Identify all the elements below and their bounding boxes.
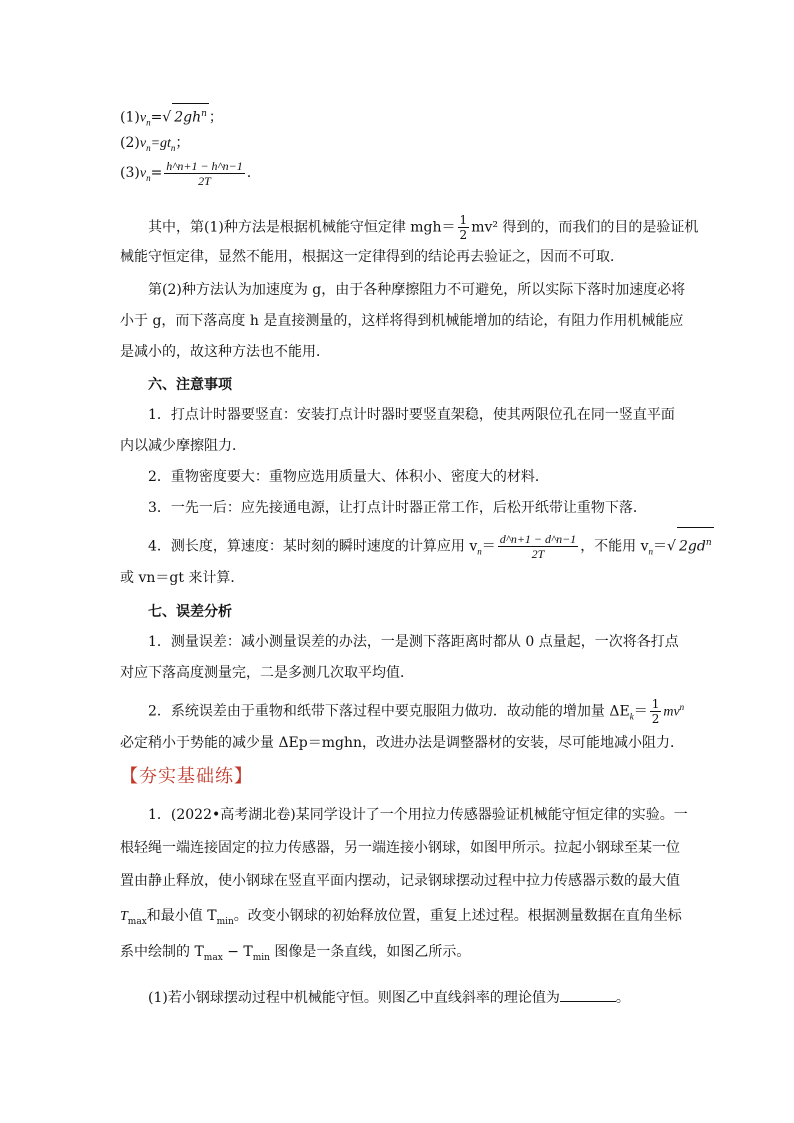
practice-section-title: 【夯实基础练】 <box>120 766 253 787</box>
formula-eq: ＝ <box>633 703 648 720</box>
fraction-half <box>458 213 470 242</box>
formula-sub: k <box>629 711 634 722</box>
text: 系中绘制的 T <box>120 944 204 960</box>
paragraph-1-line-2: 械能守恒定律，显然不能用，根据这一定律得到的结论再去验证之，因而不可取． <box>120 249 624 265</box>
formula-var: v <box>139 136 147 151</box>
formula-rhs: =gt <box>150 136 171 151</box>
formula-label: (3) <box>120 165 140 181</box>
fraction-denominator: 2T <box>498 546 578 561</box>
formula-sub: max <box>127 916 147 927</box>
question-1-line-2: 根轻绳一端连接固定的拉力传感器，另一端连接小钢球，如图甲所示。拉起小钢球至某一位 <box>120 840 680 856</box>
formula-end: ； <box>208 109 223 126</box>
formula-sub: n <box>648 546 654 557</box>
fraction-denominator: 2T <box>164 173 244 188</box>
formula-sub: n <box>146 117 151 128</box>
text: 图像是一条直线，如图乙所示。 <box>269 944 471 960</box>
fraction-numerator: d^n+1 − d^n−1 <box>499 532 577 547</box>
text: 4．测长度，算速度：某时刻的瞬时速度的计算应用 v <box>148 538 478 555</box>
fraction-denominator: 2 <box>651 712 660 727</box>
radicand <box>677 527 714 562</box>
fraction-numerator: 1 <box>459 213 468 227</box>
formula-sup: n <box>679 702 685 712</box>
fraction <box>498 532 578 561</box>
text: (1)若小钢球摆动过程中机械能守恒。则图乙中直线斜率的理论值为 <box>148 990 560 1006</box>
error-1-line-2: 对应下落高度测量完，二是多测几次取平均值． <box>120 665 414 681</box>
formula-1 <box>120 103 223 132</box>
radicand-text: 2gh <box>174 109 202 126</box>
text: 。改变小钢球的初始释放位置，重复上述过程。根据测量数据在直角坐标 <box>233 908 682 924</box>
formula-eq: = <box>150 165 163 181</box>
precaution-1-line-2: 内以减少摩擦阻力． <box>120 438 246 454</box>
fraction-numerator: 1 <box>651 697 660 712</box>
formula-label: (2) <box>120 135 140 151</box>
formula-sub: min <box>252 952 270 963</box>
text: 和最小值 T <box>146 908 217 924</box>
radicand-text: 2gd <box>678 538 706 555</box>
paragraph-2-line-2: 小于 g，而下落高度 h 是直接测量的，这样将得到机械能增加的结论，有阻力作用机械能应 <box>120 313 684 329</box>
formula-end: . <box>246 165 252 181</box>
precaution-3: 3．一先一后：应先接通电源，让打点计时器正常工作，后松开纸带让重物下落． <box>148 500 647 516</box>
radicand-sup: n <box>705 538 712 548</box>
formula-var: v <box>139 110 147 126</box>
fraction-denominator: 2 <box>459 228 468 242</box>
formula-sub: n <box>170 142 176 153</box>
radicand-sup: n <box>201 109 207 119</box>
paragraph-2-line-3: 是减小的，故这种方法也不能用． <box>120 344 330 360</box>
formula-sub: max <box>203 952 223 963</box>
precaution-1-line-1: 1．打点计时器要竖直：安装打点计时器时要竖直架稳，使其两限位孔在同一竖直平面 <box>148 407 675 423</box>
formula-sub: min <box>216 916 234 927</box>
question-1-line-4 <box>120 906 682 932</box>
fraction-half <box>650 697 662 726</box>
precaution-4-line-1: 4．测长度，算速度：某时刻的瞬时速度的计算应用 $v_n=$ $\frac{d\^{}n+1 - d\^{}n-1}{2T}$ ，不能用 $v_n=√$ $2gd^n$ <box>148 527 714 566</box>
section-heading-precautions: 六、注意事项 <box>148 377 232 393</box>
radicand <box>172 103 209 128</box>
paragraph-1-line-1 <box>148 213 698 242</box>
fraction <box>164 159 244 188</box>
error-2-line-1 <box>148 693 684 730</box>
formula-2 <box>120 133 189 158</box>
text: − T <box>222 944 253 960</box>
answer-blank[interactable] <box>560 987 616 1002</box>
question-1-subquestion-1 <box>148 987 630 1008</box>
question-1-line-5 <box>120 942 470 968</box>
formula-eq: = <box>150 109 163 126</box>
formula-eq: ＝ <box>481 538 496 555</box>
formula-sub: n <box>146 142 151 153</box>
formula-var: mv <box>663 704 680 720</box>
text: ，不能用 v <box>580 538 649 555</box>
text: 其中，第(1)种方法是根据机械能守恒定律 mgh＝ <box>148 219 456 236</box>
question-1-line-3: 置由静止释放，使小钢球在竖直平面内摆动，记录钢球摆动过程中拉力传感器示数的最大值 <box>120 873 680 889</box>
formula-eq: ＝ <box>653 538 668 555</box>
formula-label: (1) <box>120 109 140 126</box>
fraction-numerator: h^n+1 − h^n−1 <box>166 158 243 173</box>
paragraph-2-line-1: 第(2)种方法认为加速度为 g，由于各种摩擦阻力不可避免，所以实际下落时加速度必将 <box>148 282 686 298</box>
precaution-2: 2．重物密度要大：重物应选用质量大、体积小、密度大的材料． <box>148 469 549 485</box>
error-2-line-2: 必定稍小于势能的减少量 ΔEp＝mghn，改进办法是调整器材的安装，尽可能地减小阻力． <box>120 735 685 751</box>
formula-sub: n <box>477 546 482 557</box>
text: 2．系统误差由于重物和纸带下落过程中要克服阻力做功．故动能的增加量 ΔE <box>148 703 630 720</box>
formula-var: T <box>120 909 128 924</box>
formula-3 <box>120 158 251 193</box>
formula-end: ； <box>175 135 190 151</box>
formula-var: v <box>139 166 147 181</box>
precaution-4-line-2: 或 vn＝gt 来计算． <box>120 570 245 586</box>
text: mv² 得到的，而我们的目的是验证机 <box>471 219 699 236</box>
formula-sub: n <box>146 172 151 183</box>
text: 。 <box>615 990 630 1006</box>
question-1-line-1: 1．(2022•高考湖北卷)某同学设计了一个用拉力传感器验证机械能守恒定律的实验。一 <box>148 807 688 823</box>
section-heading-error-analysis: 七、误差分析 <box>148 604 232 620</box>
error-1-line-1: 1．测量误差：减小测量误差的办法，一是测下落距离时都从 0 点量起，一次将各打点 <box>148 634 679 650</box>
sqrt-sign: √ <box>162 109 172 126</box>
